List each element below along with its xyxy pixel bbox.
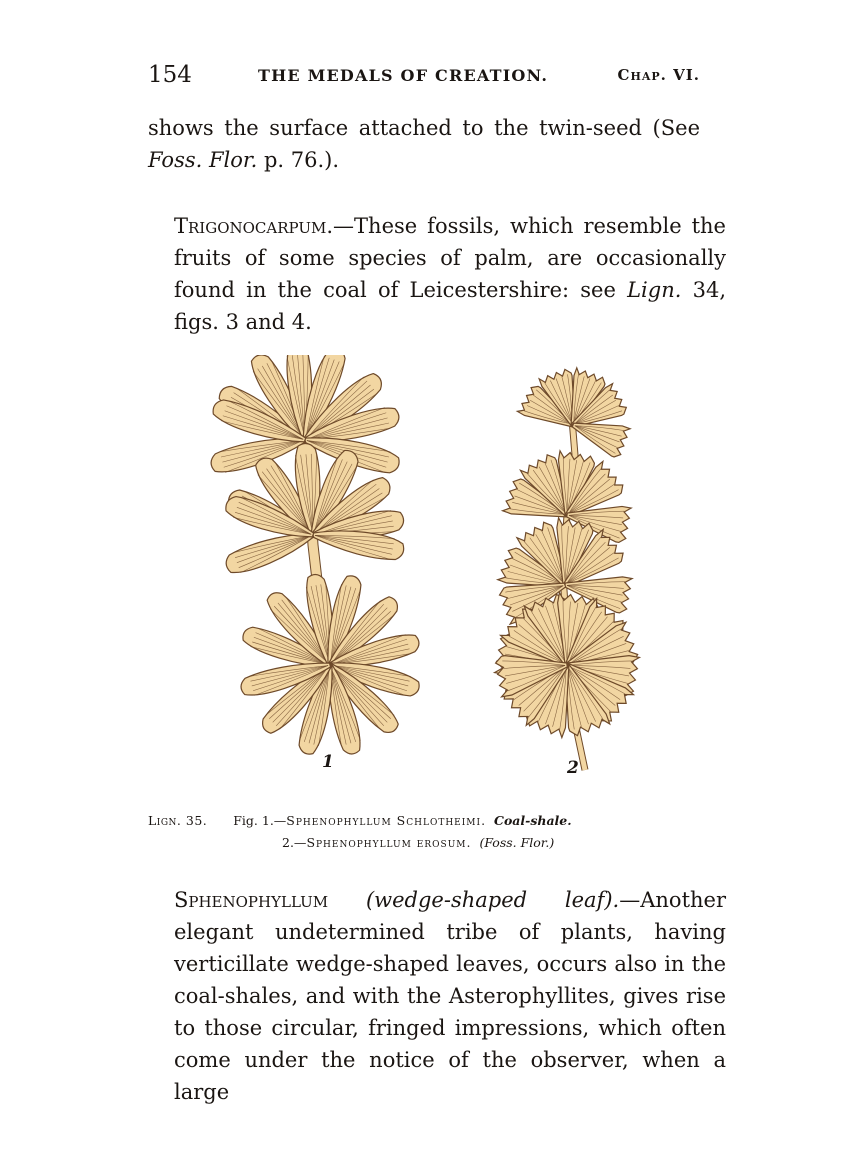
caption-line-1 [148,810,572,832]
para2-text-a: —These fossils, which resemble the fruits of some species of palm, are occasionally found in the coal of Leicestershire: see [174,214,726,302]
sphenophyllum-heading: Sphenophyllum [174,888,329,912]
fig1-location: Coal-shale. [494,813,572,828]
para3-text: —Another elegant undetermined tribe of plants, having verticillate wedge-shaped leaves, occurs also in the coal-shales, and with the Asterophyllites, gives rise to those circular, fringed impressions, which often come under the notice of the observer, when a large [174,888,726,1104]
paragraph-continuation [148,112,700,176]
fig1-prefix: Fig. 1.— [233,813,287,828]
lign-number: Lign. 35. [148,813,208,828]
sphenophyllum-gloss: (wedge-shaped leaf). [365,888,620,912]
paragraph-trigonocarpum [148,210,726,338]
para2-text-b: 34, figs. 3 and 4. [174,278,726,334]
para1-text-b: p. 76.). [257,148,340,172]
para2-reference: Lign. [627,278,682,302]
fig1-species: Sphenophyllum Schlotheimi. [286,813,487,828]
sphenophyllum-erosum-drawing [495,368,640,770]
fig2-reference: (Foss. Flor.) [479,835,555,850]
figure-label-1: 1 [322,752,334,772]
para1-reference: Foss. Flor. [148,148,258,172]
fig2-prefix: 2.— [282,835,307,850]
para1-text-a: shows the surface attached to the twin-seed (See [148,116,700,140]
fossil-illustration [195,355,665,785]
sphenophyllum-schlotheimi-drawing [208,355,421,757]
sphenophyllum-plate [195,355,665,785]
paragraph-sphenophyllum [148,884,726,1108]
trigonocarpum-heading: Trigonocarpum. [174,214,334,238]
fig2-species: Sphenophyllum erosum. [306,835,472,850]
page-number: 154 [148,62,192,88]
running-header [148,62,700,92]
figure-label-2: 2 [567,758,579,778]
chapter-label: Chap. VI. [617,66,700,84]
running-title: THE MEDALS OF CREATION. [258,66,549,85]
caption-line-2 [282,832,554,854]
